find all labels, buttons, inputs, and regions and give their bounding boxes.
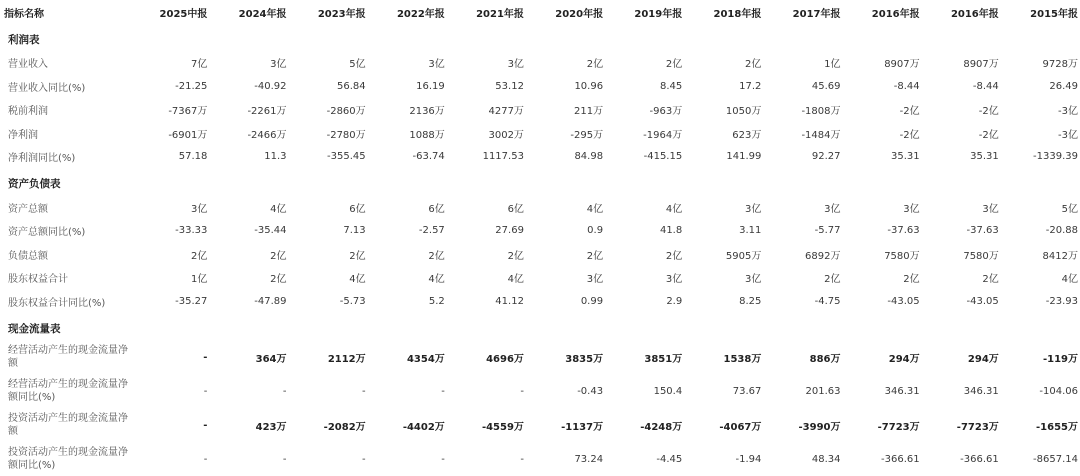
table-header-row xyxy=(0,0,1080,24)
table-cell: 1117.53 xyxy=(482,151,524,163)
row-label: 股东权益合计同比(%) xyxy=(8,297,106,309)
table-cell: 2亿 xyxy=(507,250,524,262)
row-label: 经营活动产生的现金流量净额 xyxy=(8,345,128,369)
table-cell: 4亿 xyxy=(428,274,445,286)
period-column-header: 2015年报 xyxy=(1030,8,1078,20)
table-cell: 2亿 xyxy=(428,250,445,262)
indicator-name-header: 指标名称 xyxy=(4,8,44,20)
table-cell: -2亿 xyxy=(899,106,920,118)
table-row xyxy=(0,145,1080,169)
table-cell: -4559万 xyxy=(481,421,524,433)
table-cell: -40.92 xyxy=(254,80,287,92)
row-label: 净利润 xyxy=(8,129,38,141)
table-cell: 346.31 xyxy=(963,385,999,397)
period-column-header: 2022年报 xyxy=(396,8,445,20)
period-column-header: 2016年报 xyxy=(950,8,999,20)
row-label: 营业收入 xyxy=(8,59,48,71)
table-cell: 201.63 xyxy=(805,385,841,397)
table-cell: 6亿 xyxy=(349,203,366,215)
table-cell: 3亿 xyxy=(665,274,683,286)
row-label: 税前利润 xyxy=(8,106,48,118)
table-cell: -2亿 xyxy=(978,129,999,141)
table-row xyxy=(0,98,1080,122)
table-cell: 5905万 xyxy=(725,250,762,262)
table-cell: 3亿 xyxy=(428,59,445,71)
period-column-header: 2018年报 xyxy=(713,8,762,20)
table-row xyxy=(0,75,1080,99)
table-cell: 2亿 xyxy=(586,250,604,262)
table-cell: -3990万 xyxy=(798,421,841,433)
table-cell: 84.98 xyxy=(574,151,604,163)
table-cell: 56.84 xyxy=(337,80,366,92)
table-cell: -37.63 xyxy=(887,225,920,237)
table-cell: 3亿 xyxy=(824,203,841,215)
table-cell: -23.93 xyxy=(1045,295,1078,307)
table-cell: 3亿 xyxy=(744,274,762,286)
table-cell: -3亿 xyxy=(1058,129,1078,141)
table-cell: 35.31 xyxy=(970,151,999,163)
table-cell: -415.15 xyxy=(643,151,683,163)
period-column-header: 2023年报 xyxy=(317,8,366,20)
table-cell: -4.75 xyxy=(814,295,841,307)
table-cell: 2亿 xyxy=(270,250,287,262)
table-cell: -1484万 xyxy=(801,129,841,141)
table-cell: -7367万 xyxy=(168,106,208,118)
section-row xyxy=(0,313,1080,340)
table-body xyxy=(0,24,1080,476)
table-row xyxy=(0,374,1080,408)
table-cell: 8.45 xyxy=(659,80,683,92)
table-cell: -63.74 xyxy=(412,151,445,163)
row-label: 营业收入同比(%) xyxy=(8,82,86,94)
table-cell: - xyxy=(520,385,524,397)
table-cell: 150.4 xyxy=(653,385,683,397)
table-cell: - xyxy=(282,385,287,397)
table-cell: 3835万 xyxy=(565,353,604,365)
table-cell: -43.05 xyxy=(966,295,999,307)
table-cell: 57.18 xyxy=(178,151,208,163)
table-cell: -0.43 xyxy=(577,385,604,397)
table-cell: 48.34 xyxy=(811,453,841,465)
table-cell: -3亿 xyxy=(1058,106,1078,118)
table-cell: 5.2 xyxy=(428,295,445,307)
section-row xyxy=(0,24,1080,51)
table-cell: 45.69 xyxy=(811,80,841,92)
table-cell: -1964万 xyxy=(643,129,683,141)
table-cell: 623万 xyxy=(732,129,762,141)
row-label: 投资活动产生的现金流量净额 xyxy=(8,413,128,437)
table-cell: -6901万 xyxy=(168,129,208,141)
table-cell: 0.9 xyxy=(587,225,604,237)
table-cell: 6亿 xyxy=(428,203,445,215)
table-cell: -8657.14 xyxy=(1033,453,1078,465)
table-cell: -4248万 xyxy=(640,421,683,433)
period-column-header: 2016年报 xyxy=(871,8,920,20)
table-cell: 41.8 xyxy=(659,225,683,237)
table-cell: 3亿 xyxy=(191,203,208,215)
row-label: 负债总额 xyxy=(8,250,48,262)
table-cell: 26.49 xyxy=(1049,80,1078,92)
table-cell: 2亿 xyxy=(665,59,683,71)
table-cell: 423万 xyxy=(255,421,287,433)
period-column-header: 2019年报 xyxy=(634,8,683,20)
table-cell: -2亿 xyxy=(978,106,999,118)
table-cell: -4067万 xyxy=(719,421,762,433)
table-cell: 294万 xyxy=(888,353,920,365)
table-cell: 41.12 xyxy=(495,295,524,307)
table-cell: 0.99 xyxy=(580,295,604,307)
period-column-header: 2021年报 xyxy=(476,8,524,20)
table-cell: 1亿 xyxy=(191,274,208,286)
period-column-header: 2017年报 xyxy=(792,8,841,20)
table-row xyxy=(0,408,1080,442)
table-cell: -35.44 xyxy=(254,225,287,237)
section-row xyxy=(0,169,1080,196)
table-cell: -366.61 xyxy=(881,453,920,465)
table-cell: 10.96 xyxy=(574,80,604,92)
table-cell: -295万 xyxy=(570,129,604,141)
period-column-header: 2020年报 xyxy=(555,8,604,20)
table-cell: - xyxy=(441,385,445,397)
table-cell: -1655万 xyxy=(1036,421,1078,433)
table-cell: 364万 xyxy=(255,353,287,365)
table-cell: 8907万 xyxy=(963,59,999,71)
table-row xyxy=(0,442,1080,476)
table-cell: - xyxy=(203,385,208,397)
table-row xyxy=(0,196,1080,220)
row-label: 投资活动产生的现金流量净额同比(%) xyxy=(8,447,128,471)
table-cell: 17.2 xyxy=(739,80,762,92)
table-row xyxy=(0,51,1080,75)
table-cell: 8907万 xyxy=(884,59,920,71)
table-cell: -5.77 xyxy=(814,225,841,237)
table-cell: 3亿 xyxy=(744,203,762,215)
table-cell: - xyxy=(203,453,208,465)
table-cell: -2780万 xyxy=(326,129,366,141)
table-cell: -7723万 xyxy=(956,421,999,433)
table-cell: -2466万 xyxy=(247,129,287,141)
row-label: 资产总额 xyxy=(8,203,48,215)
table-cell: 11.3 xyxy=(264,151,287,163)
table-cell: -2.57 xyxy=(418,225,445,237)
table-cell: 3亿 xyxy=(507,59,524,71)
table-row xyxy=(0,122,1080,146)
table-cell: -1339.39 xyxy=(1033,151,1078,163)
table-cell: 73.24 xyxy=(574,453,604,465)
table-cell: -37.63 xyxy=(966,225,999,237)
table-cell: 4亿 xyxy=(507,274,524,286)
section-title: 现金流量表 xyxy=(8,322,61,335)
table-row xyxy=(0,340,1080,374)
table-cell: 2亿 xyxy=(903,274,920,286)
table-row xyxy=(0,266,1080,290)
table-row xyxy=(0,219,1080,243)
row-label: 资产总额同比(%) xyxy=(8,227,86,239)
table-cell: 294万 xyxy=(967,353,999,365)
table-cell: 2.9 xyxy=(666,295,683,307)
table-cell: -1137万 xyxy=(561,421,604,433)
table-cell: -1.94 xyxy=(735,453,762,465)
table-cell: 2亿 xyxy=(270,274,287,286)
table-cell: -104.06 xyxy=(1039,385,1078,397)
table-cell: 7580万 xyxy=(884,250,920,262)
table-row xyxy=(0,290,1080,314)
table-cell: -119万 xyxy=(1042,353,1078,365)
table-cell: - xyxy=(203,351,208,363)
table-cell: - xyxy=(441,453,445,465)
table-cell: 92.27 xyxy=(811,151,841,163)
table-cell: 3亿 xyxy=(903,203,920,215)
table-cell: 886万 xyxy=(809,353,841,365)
table-cell: -366.61 xyxy=(960,453,999,465)
table-cell: -8.44 xyxy=(893,80,920,92)
table-cell: 7580万 xyxy=(963,250,999,262)
table-cell: 2亿 xyxy=(349,250,366,262)
table-cell: 4亿 xyxy=(586,203,604,215)
table-cell: 16.19 xyxy=(416,80,445,92)
table-cell: 1050万 xyxy=(725,106,762,118)
table-cell: 8412万 xyxy=(1042,250,1078,262)
table-cell: 4亿 xyxy=(349,274,366,286)
table-cell: 8.25 xyxy=(739,295,762,307)
table-cell: 3亿 xyxy=(270,59,287,71)
table-cell: 5亿 xyxy=(1061,203,1078,215)
table-cell: 27.69 xyxy=(495,225,524,237)
table-cell: 2亿 xyxy=(586,59,604,71)
table-cell: -2082万 xyxy=(323,421,366,433)
section-title: 资产负债表 xyxy=(8,178,61,190)
table-cell: -963万 xyxy=(649,106,683,118)
table-cell: - xyxy=(362,453,366,465)
table-cell: -7723万 xyxy=(877,421,920,433)
table-cell: - xyxy=(203,419,208,431)
table-cell: -20.88 xyxy=(1045,225,1078,237)
period-column-header: 2025中报 xyxy=(159,8,208,20)
table-cell: -35.27 xyxy=(175,295,208,307)
table-cell: 141.99 xyxy=(726,151,762,163)
table-cell: 1亿 xyxy=(824,59,841,71)
table-cell: -47.89 xyxy=(254,295,287,307)
table-cell: 2亿 xyxy=(665,250,683,262)
table-cell: 3亿 xyxy=(982,203,999,215)
table-cell: -8.44 xyxy=(972,80,999,92)
table-cell: - xyxy=(362,385,366,397)
table-cell: -1808万 xyxy=(801,106,841,118)
table-cell: 6亿 xyxy=(507,203,524,215)
table-cell: 7.13 xyxy=(343,225,366,237)
table-cell: 1088万 xyxy=(409,129,445,141)
table-cell: 346.31 xyxy=(884,385,920,397)
table-cell: 4696万 xyxy=(486,353,524,365)
table-cell: 4亿 xyxy=(270,203,287,215)
table-cell: -2860万 xyxy=(326,106,366,118)
table-cell: 4亿 xyxy=(665,203,683,215)
table-cell: -355.45 xyxy=(327,151,366,163)
row-label: 经营活动产生的现金流量净额同比(%) xyxy=(8,379,128,403)
table-cell: 4277万 xyxy=(488,106,524,118)
table-cell: 53.12 xyxy=(495,80,524,92)
table-cell: -5.73 xyxy=(339,295,366,307)
table-cell: -4402万 xyxy=(402,421,445,433)
table-cell: 3亿 xyxy=(586,274,604,286)
table-cell: 2亿 xyxy=(824,274,841,286)
table-cell: -33.33 xyxy=(175,225,208,237)
row-label: 股东权益合计 xyxy=(8,274,68,286)
table-cell: 3002万 xyxy=(488,129,524,141)
table-cell: 7亿 xyxy=(191,59,208,71)
table-cell: 6892万 xyxy=(805,250,841,262)
table-cell: -4.45 xyxy=(656,453,683,465)
table-cell: -21.25 xyxy=(175,80,208,92)
table-cell: 9728万 xyxy=(1042,59,1078,71)
table-cell: -2261万 xyxy=(247,106,287,118)
section-title: 利润表 xyxy=(8,33,40,46)
table-cell: 1538万 xyxy=(723,353,762,365)
table-cell: 2亿 xyxy=(982,274,999,286)
period-column-header: 2024年报 xyxy=(238,8,287,20)
table-cell: 2112万 xyxy=(327,353,366,365)
table-cell: 211万 xyxy=(573,106,604,118)
table-cell: 2136万 xyxy=(409,106,445,118)
table-cell: 4亿 xyxy=(1061,274,1078,286)
table-cell: 35.31 xyxy=(891,151,920,163)
table-cell: - xyxy=(282,453,287,465)
table-cell: 3.11 xyxy=(739,225,762,237)
table-cell: 2亿 xyxy=(744,59,762,71)
table-cell: 4354万 xyxy=(406,353,445,365)
table-cell: 73.67 xyxy=(732,385,762,397)
table-cell: 2亿 xyxy=(191,250,208,262)
table-cell: -2亿 xyxy=(899,129,920,141)
table-cell: 3851万 xyxy=(644,353,683,365)
table-row xyxy=(0,243,1080,267)
table-cell: - xyxy=(520,453,524,465)
table-cell: -43.05 xyxy=(887,295,920,307)
row-label: 净利润同比(%) xyxy=(8,153,76,165)
table-cell: 5亿 xyxy=(349,59,366,71)
